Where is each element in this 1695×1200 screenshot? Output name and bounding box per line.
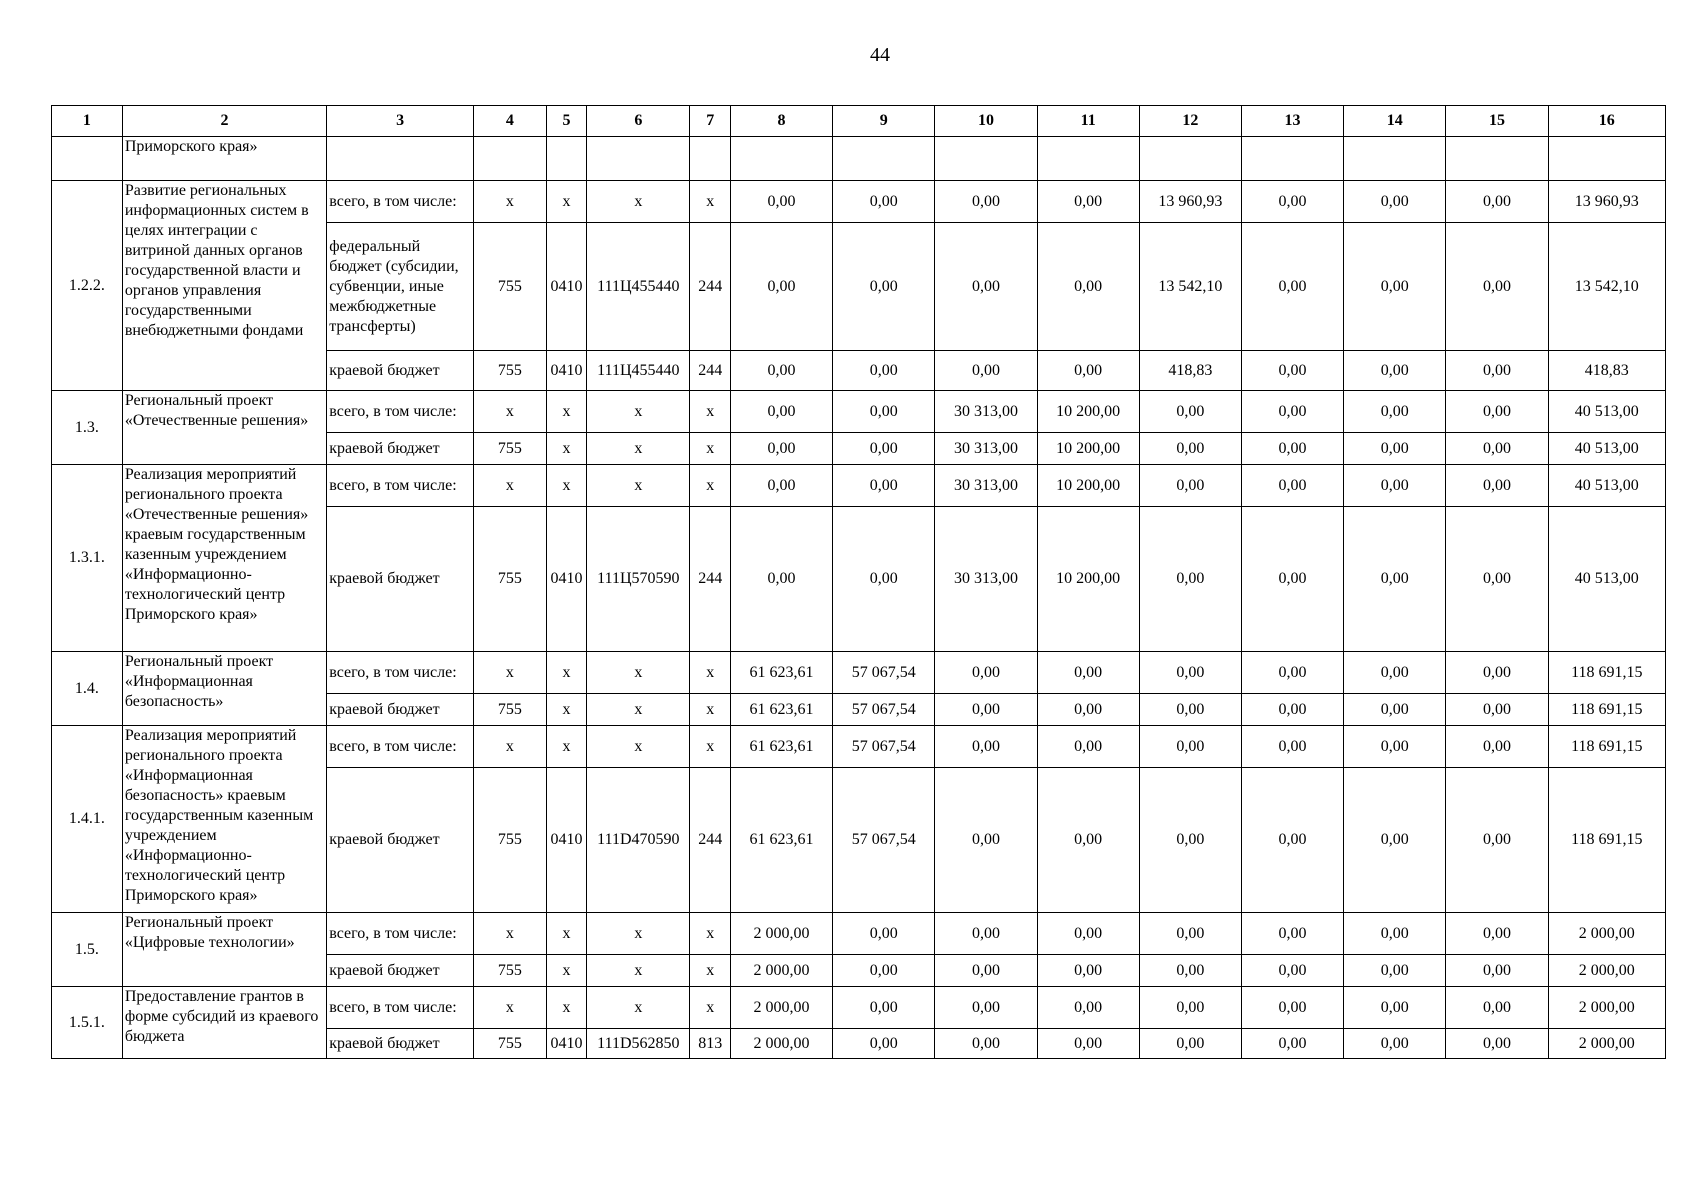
table-cell xyxy=(587,137,690,181)
table-cell: х xyxy=(587,465,690,507)
table-cell: 244 xyxy=(690,351,730,391)
table-cell: 0,00 xyxy=(1446,913,1548,955)
table-cell: 244 xyxy=(690,768,730,913)
table-cell: 0,00 xyxy=(1241,181,1343,223)
section-code-cell: 0410 xyxy=(546,507,586,652)
column-header: 2 xyxy=(122,106,326,137)
table-cell: 118 691,15 xyxy=(1548,768,1665,913)
table-cell: 57 067,54 xyxy=(833,694,935,726)
table-cell: 61 623,61 xyxy=(730,652,832,694)
table-cell: х xyxy=(587,433,690,465)
table-cell: 13 960,93 xyxy=(1548,181,1665,223)
table-cell: 0,00 xyxy=(1139,1029,1241,1059)
table-cell xyxy=(52,137,123,181)
table-cell: 755 xyxy=(473,955,546,987)
table-cell: х xyxy=(546,694,586,726)
column-header: 10 xyxy=(935,106,1037,137)
column-header: 3 xyxy=(327,106,474,137)
table-cell: 0,00 xyxy=(1037,351,1139,391)
table-cell: 0,00 xyxy=(833,465,935,507)
table-cell: х xyxy=(546,652,586,694)
item-name-cell: Предоставление грантов в форме субсидий из краевого бюджета xyxy=(122,987,326,1059)
section-code-cell: 0410 xyxy=(546,223,586,351)
column-header: 1 xyxy=(52,106,123,137)
table-cell: 0,00 xyxy=(730,351,832,391)
table-cell: х xyxy=(587,913,690,955)
item-name-cell: Приморского края» xyxy=(122,137,326,181)
table-cell: 0,00 xyxy=(1139,987,1241,1029)
table-cell: 755 xyxy=(473,768,546,913)
table-cell xyxy=(730,137,832,181)
table-cell: 118 691,15 xyxy=(1548,694,1665,726)
table-cell: 0,00 xyxy=(730,391,832,433)
table-cell: 755 xyxy=(473,694,546,726)
table-cell: 0,00 xyxy=(1037,768,1139,913)
table-cell: 0,00 xyxy=(1344,652,1446,694)
table-cell: 0,00 xyxy=(1344,181,1446,223)
table-cell: 10 200,00 xyxy=(1037,507,1139,652)
table-cell: 0,00 xyxy=(1037,987,1139,1029)
table-cell: 0,00 xyxy=(1446,768,1548,913)
table-cell: 111Ц455440 xyxy=(587,351,690,391)
table-cell: 0,00 xyxy=(1139,507,1241,652)
table-cell: 30 313,00 xyxy=(935,507,1037,652)
table-cell: 0,00 xyxy=(833,955,935,987)
table-cell: 0,00 xyxy=(935,351,1037,391)
column-header: 11 xyxy=(1037,106,1139,137)
table-cell xyxy=(473,137,546,181)
item-number-cell: 1.2.2. xyxy=(52,181,123,391)
header-row xyxy=(52,106,1666,137)
table-cell: 10 200,00 xyxy=(1037,433,1139,465)
table-cell: 0,00 xyxy=(1344,768,1446,913)
table-cell: х xyxy=(587,987,690,1029)
item-name-cell: Развитие региональных информационных систем в целях интеграции с витриной данных органов государственной власти и органов управления государственными внебюджетными фондами xyxy=(122,181,326,391)
table-cell: 0,00 xyxy=(1139,465,1241,507)
table-cell: 0,00 xyxy=(935,1029,1037,1059)
funding-source-cell: краевой бюджет xyxy=(327,955,474,987)
table-cell: 755 xyxy=(473,1029,546,1059)
table-row xyxy=(52,181,1666,223)
table-cell: х xyxy=(587,726,690,768)
table-cell: 0,00 xyxy=(1344,351,1446,391)
table-cell: х xyxy=(690,465,730,507)
table-cell: х xyxy=(690,694,730,726)
funding-source-cell: всего, в том числе: xyxy=(327,726,474,768)
table-cell: 0,00 xyxy=(833,1029,935,1059)
table-cell: х xyxy=(473,726,546,768)
table-cell: х xyxy=(473,652,546,694)
table-cell: 244 xyxy=(690,223,730,351)
funding-source-cell: всего, в том числе: xyxy=(327,987,474,1029)
table-cell: 0,00 xyxy=(833,987,935,1029)
table-cell: 418,83 xyxy=(1139,351,1241,391)
table-cell: 57 067,54 xyxy=(833,726,935,768)
funding-source-cell: краевой бюджет xyxy=(327,351,474,391)
table-cell: х xyxy=(546,433,586,465)
table-cell: 0,00 xyxy=(1241,507,1343,652)
table-cell: 0,00 xyxy=(833,181,935,223)
table-cell: 755 xyxy=(473,351,546,391)
table-cell xyxy=(546,137,586,181)
table-cell: х xyxy=(473,391,546,433)
table-cell: 2 000,00 xyxy=(730,987,832,1029)
table-cell: 0,00 xyxy=(1139,391,1241,433)
table-cell: 0,00 xyxy=(1344,391,1446,433)
table-cell: 0,00 xyxy=(1241,652,1343,694)
table-cell: 0,00 xyxy=(1139,955,1241,987)
table-cell: 0,00 xyxy=(1037,223,1139,351)
table-cell: 0,00 xyxy=(1241,433,1343,465)
table-cell: 61 623,61 xyxy=(730,768,832,913)
table-cell: 111Ц570590 xyxy=(587,507,690,652)
table-cell: х xyxy=(690,391,730,433)
table-row xyxy=(52,987,1666,1029)
table-cell xyxy=(1344,137,1446,181)
funding-source-cell: краевой бюджет xyxy=(327,1029,474,1059)
table-cell: 0,00 xyxy=(833,391,935,433)
table-cell: 40 513,00 xyxy=(1548,391,1665,433)
table-cell: 0,00 xyxy=(935,987,1037,1029)
table-cell: 13 542,10 xyxy=(1548,223,1665,351)
table-cell: 2 000,00 xyxy=(730,955,832,987)
table-cell: 2 000,00 xyxy=(730,913,832,955)
table-cell: 0,00 xyxy=(1446,987,1548,1029)
table-cell: х xyxy=(546,465,586,507)
table-cell xyxy=(1241,137,1343,181)
table-cell: 13 542,10 xyxy=(1139,223,1241,351)
table-cell: х xyxy=(546,726,586,768)
table-row xyxy=(52,465,1666,507)
table-cell: 0,00 xyxy=(1241,768,1343,913)
funding-source-cell: краевой бюджет xyxy=(327,507,474,652)
table-cell: 61 623,61 xyxy=(730,694,832,726)
table-cell: х xyxy=(473,181,546,223)
table-cell: 0,00 xyxy=(1139,694,1241,726)
table-cell: 0,00 xyxy=(935,726,1037,768)
section-code-cell: 0410 xyxy=(546,768,586,913)
table-cell: х xyxy=(473,465,546,507)
table-cell xyxy=(1037,137,1139,181)
table-cell: 40 513,00 xyxy=(1548,507,1665,652)
table-cell: 0,00 xyxy=(1139,433,1241,465)
table-cell: 0,00 xyxy=(1241,987,1343,1029)
table-cell: 0,00 xyxy=(1446,694,1548,726)
table-cell: 118 691,15 xyxy=(1548,726,1665,768)
table-row xyxy=(52,913,1666,955)
table-cell: 0,00 xyxy=(1344,694,1446,726)
table-cell: 0,00 xyxy=(1241,465,1343,507)
table-cell: х xyxy=(587,694,690,726)
funding-source-cell: федеральный бюджет (субсидии, субвенции, иные межбюджетные трансферты) xyxy=(327,223,474,351)
table-cell: 0,00 xyxy=(1446,223,1548,351)
table-cell: 118 691,15 xyxy=(1548,652,1665,694)
table-cell: 0,00 xyxy=(730,433,832,465)
table-cell: 57 067,54 xyxy=(833,652,935,694)
table-cell: 0,00 xyxy=(1446,955,1548,987)
table-cell: 813 xyxy=(690,1029,730,1059)
table-cell: 0,00 xyxy=(1344,913,1446,955)
item-number-cell: 1.3. xyxy=(52,391,123,465)
table-cell: 57 067,54 xyxy=(833,768,935,913)
table-cell: 30 313,00 xyxy=(935,433,1037,465)
table-cell: 0,00 xyxy=(1139,652,1241,694)
item-name-cell: Региональный проект «Информационная безопасность» xyxy=(122,652,326,726)
table-cell: х xyxy=(690,652,730,694)
table-cell: х xyxy=(546,913,586,955)
table-cell: 0,00 xyxy=(935,652,1037,694)
table-cell: 10 200,00 xyxy=(1037,391,1139,433)
table-cell: 0,00 xyxy=(833,507,935,652)
column-header: 7 xyxy=(690,106,730,137)
table-row xyxy=(52,726,1666,768)
table-cell: 0,00 xyxy=(1344,507,1446,652)
table-cell: 0,00 xyxy=(1241,694,1343,726)
table-cell: 0,00 xyxy=(1344,223,1446,351)
table-cell: 61 623,61 xyxy=(730,726,832,768)
item-number-cell: 1.4. xyxy=(52,652,123,726)
table-cell: х xyxy=(690,987,730,1029)
table-cell: х xyxy=(690,955,730,987)
table-cell: 2 000,00 xyxy=(1548,987,1665,1029)
table-cell: 0,00 xyxy=(730,507,832,652)
table-cell: 0,00 xyxy=(1139,913,1241,955)
page-number: 44 xyxy=(870,44,890,66)
funding-source-cell: краевой бюджет xyxy=(327,768,474,913)
item-name-cell: Реализация мероприятий регионального проекта «Информационная безопасность» краевым государственным казенным учреждением «Информационно-технологический центр Приморского края» xyxy=(122,726,326,913)
column-header: 8 xyxy=(730,106,832,137)
table-cell: х xyxy=(690,433,730,465)
table-cell: х xyxy=(587,955,690,987)
table-cell: 0,00 xyxy=(935,913,1037,955)
table-cell: 0,00 xyxy=(935,223,1037,351)
table-cell: 0,00 xyxy=(1241,391,1343,433)
table-cell: 0,00 xyxy=(1344,955,1446,987)
column-header: 9 xyxy=(833,106,935,137)
table-cell: х xyxy=(690,726,730,768)
table-cell: 0,00 xyxy=(1037,1029,1139,1059)
table-cell: 0,00 xyxy=(1446,726,1548,768)
table-cell: 13 960,93 xyxy=(1139,181,1241,223)
column-header: 15 xyxy=(1446,106,1548,137)
table-cell: 0,00 xyxy=(1446,181,1548,223)
table-cell: 0,00 xyxy=(1446,1029,1548,1059)
column-header: 4 xyxy=(473,106,546,137)
table-cell: х xyxy=(587,181,690,223)
section-code-cell: 0410 xyxy=(546,351,586,391)
table-cell xyxy=(690,137,730,181)
table-cell: 0,00 xyxy=(1446,465,1548,507)
item-number-cell: 1.3.1. xyxy=(52,465,123,652)
table-cell xyxy=(833,137,935,181)
table-cell: 0,00 xyxy=(1446,652,1548,694)
table-cell: х xyxy=(587,391,690,433)
table-cell: 755 xyxy=(473,223,546,351)
funding-source-cell: краевой бюджет xyxy=(327,694,474,726)
table-cell: 0,00 xyxy=(833,223,935,351)
table-cell: 0,00 xyxy=(1446,351,1548,391)
table-cell: 2 000,00 xyxy=(730,1029,832,1059)
table-cell: 755 xyxy=(473,507,546,652)
table-cell: 0,00 xyxy=(1344,433,1446,465)
table-cell: х xyxy=(473,913,546,955)
section-code-cell: 0410 xyxy=(546,1029,586,1059)
funding-source-cell: всего, в том числе: xyxy=(327,913,474,955)
table-cell: 0,00 xyxy=(730,465,832,507)
table-cell: 2 000,00 xyxy=(1548,955,1665,987)
table-cell: 2 000,00 xyxy=(1548,1029,1665,1059)
budget-table xyxy=(51,105,1666,1059)
table-cell: х xyxy=(546,987,586,1029)
funding-source-cell: краевой бюджет xyxy=(327,433,474,465)
table-cell: 0,00 xyxy=(1241,1029,1343,1059)
table-cell: 0,00 xyxy=(1344,1029,1446,1059)
table-cell: 0,00 xyxy=(730,223,832,351)
table-cell: 10 200,00 xyxy=(1037,465,1139,507)
table-cell: 111D562850 xyxy=(587,1029,690,1059)
table-cell: 0,00 xyxy=(1241,351,1343,391)
item-name-cell: Реализация мероприятий регионального проекта «Отечественные решения» краевым государственным казенным учреждением «Информационно-технологический центр Приморского края» xyxy=(122,465,326,652)
table-cell: 0,00 xyxy=(935,694,1037,726)
funding-source-cell xyxy=(327,137,474,181)
table-cell: х xyxy=(690,181,730,223)
table-cell: 0,00 xyxy=(833,913,935,955)
table-row xyxy=(52,391,1666,433)
item-name-cell: Региональный проект «Цифровые технологии» xyxy=(122,913,326,987)
table-cell: 40 513,00 xyxy=(1548,465,1665,507)
table-cell xyxy=(935,137,1037,181)
table-cell xyxy=(1139,137,1241,181)
table-cell: 0,00 xyxy=(1241,913,1343,955)
table-cell: 30 313,00 xyxy=(935,391,1037,433)
table-cell: 0,00 xyxy=(1139,726,1241,768)
table-cell: 0,00 xyxy=(1139,768,1241,913)
funding-source-cell: всего, в том числе: xyxy=(327,465,474,507)
table-cell: 30 313,00 xyxy=(935,465,1037,507)
item-number-cell: 1.4.1. xyxy=(52,726,123,913)
table-cell: 0,00 xyxy=(1446,507,1548,652)
table-cell: х xyxy=(546,955,586,987)
table-cell: 0,00 xyxy=(1344,465,1446,507)
table-cell xyxy=(1446,137,1548,181)
table-cell: 0,00 xyxy=(935,181,1037,223)
table-cell: 0,00 xyxy=(1446,391,1548,433)
table-cell: 0,00 xyxy=(1037,181,1139,223)
table-cell: 755 xyxy=(473,433,546,465)
table-cell: 0,00 xyxy=(1037,955,1139,987)
column-header: 12 xyxy=(1139,106,1241,137)
funding-source-cell: всего, в том числе: xyxy=(327,391,474,433)
table-cell: 0,00 xyxy=(833,433,935,465)
item-number-cell: 1.5.1. xyxy=(52,987,123,1059)
table-cell: 0,00 xyxy=(935,768,1037,913)
table-row xyxy=(52,652,1666,694)
funding-source-cell: всего, в том числе: xyxy=(327,181,474,223)
table-cell: 0,00 xyxy=(1037,913,1139,955)
table-cell: 0,00 xyxy=(1241,955,1343,987)
table-cell: х xyxy=(546,181,586,223)
table-cell: 111D470590 xyxy=(587,768,690,913)
table-cell: 40 513,00 xyxy=(1548,433,1665,465)
table-cell: 0,00 xyxy=(1344,987,1446,1029)
table-cell: х xyxy=(473,987,546,1029)
table-cell: 0,00 xyxy=(730,181,832,223)
item-name-cell: Региональный проект «Отечественные решения» xyxy=(122,391,326,465)
table-cell: 0,00 xyxy=(1037,726,1139,768)
table-cell: 0,00 xyxy=(1446,433,1548,465)
table-cell: 0,00 xyxy=(935,955,1037,987)
column-header: 5 xyxy=(546,106,586,137)
table-cell: 0,00 xyxy=(1241,223,1343,351)
table-cell: 2 000,00 xyxy=(1548,913,1665,955)
table-cell: 0,00 xyxy=(1037,694,1139,726)
column-header: 16 xyxy=(1548,106,1665,137)
funding-source-cell: всего, в том числе: xyxy=(327,652,474,694)
item-number-cell: 1.5. xyxy=(52,913,123,987)
table-cell xyxy=(1548,137,1665,181)
table-cell: 0,00 xyxy=(1037,652,1139,694)
table-cell: 244 xyxy=(690,507,730,652)
table-row xyxy=(52,137,1666,181)
column-header: 14 xyxy=(1344,106,1446,137)
table-cell: 418,83 xyxy=(1548,351,1665,391)
table-cell: х xyxy=(587,652,690,694)
table-cell: 111Ц455440 xyxy=(587,223,690,351)
column-header: 13 xyxy=(1241,106,1343,137)
table-cell: х xyxy=(690,913,730,955)
table-cell: 0,00 xyxy=(1241,726,1343,768)
table-cell: х xyxy=(546,391,586,433)
table-cell: 0,00 xyxy=(833,351,935,391)
table-cell: 0,00 xyxy=(1344,726,1446,768)
column-header: 6 xyxy=(587,106,690,137)
